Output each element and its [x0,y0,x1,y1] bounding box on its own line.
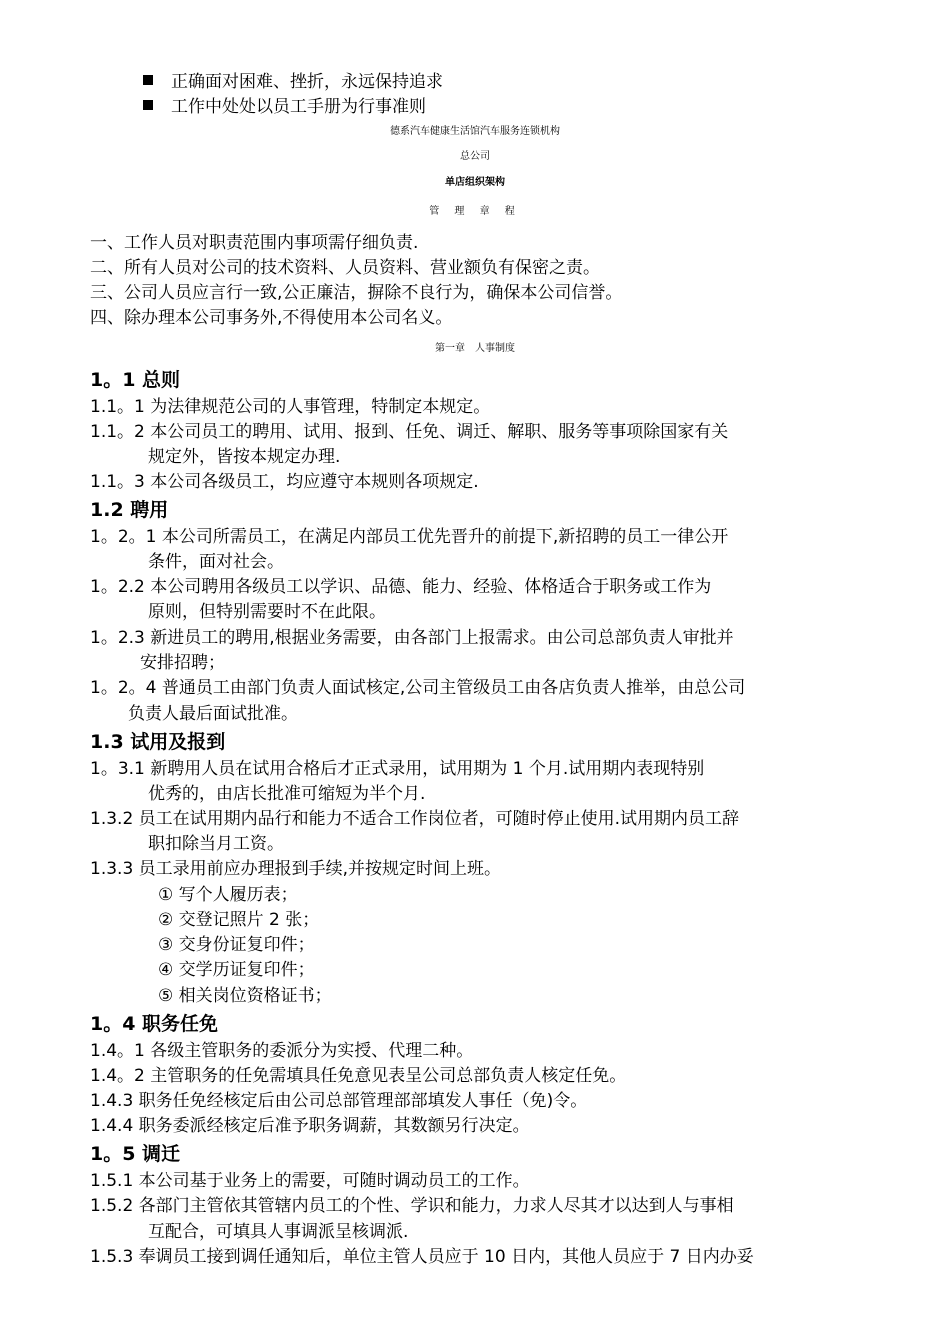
clause: 1.1。3 本公司各级员工，均应遵守本规则各项规定. [90,472,479,492]
bullet-item: 正确面对困难、挫折，永远保持追求 [143,70,443,94]
checklist-item: ④ 交学历证复印件； [158,960,315,980]
clause-continuation: 优秀的，由店长批准可缩短为半个月. [148,784,426,804]
clause-continuation: 规定外，皆按本规定办理. [148,447,341,467]
clause-continuation: 互配合，可填具人事调派呈核调派. [148,1222,409,1242]
org-sub: 总公司 [460,151,490,162]
section-heading: 1。1 总则 [90,369,181,391]
clause: 1.5.3 奉调员工接到调任通知后，单位主管人员应于 10 日内，其他人员应于 7 日内办妥 [90,1247,754,1267]
clause: 1.4。1 各级主管职务的委派分为实授、代理二种。 [90,1041,474,1061]
section-heading: 1.2 聘用 [90,499,169,521]
chapter-title: 第一章 人事制度 [435,343,515,354]
clause: 1。3.1 新聘用人员在试用合格后才正式录用，试用期为 1 个月.试用期内表现特别 [90,759,705,779]
clause: 1.4.3 职务任免经核定后由公司总部管理部部填发人事任（免)令。 [90,1091,588,1111]
clause-continuation: 条件，面对社会。 [148,552,284,572]
bullet-item: 工作中处处以员工手册为行事准则 [143,95,426,119]
org-chart-title: 单店组织架构 [445,177,505,188]
clause: 1.3.3 员工录用前应办理报到手续,并按规定时间上班。 [90,859,502,879]
rules-title: 管 理 章 程 [429,206,521,217]
clause: 1.4.4 职务委派经核定后准予职务调薪，其数额另行决定。 [90,1116,530,1136]
checklist-item: ① 写个人履历表； [158,885,298,905]
clause-continuation: 职扣除当月工资。 [148,834,284,854]
clause-continuation: 原则，但特别需要时不在此限。 [148,602,386,622]
rule-item: 二、所有人员对公司的技术资料、人员资料、营业额负有保密之责。 [90,258,600,278]
section-heading: 1.3 试用及报到 [90,731,226,753]
clause: 1。2.3 新进员工的聘用,根据业务需要，由各部门上报需求。由公司总部负责人审批并 [90,628,734,648]
clause: 1.3.2 员工在试用期内品行和能力不适合工作岗位者，可随时停止使用.试用期内员工辞 [90,809,740,829]
clause: 1.1。2 本公司员工的聘用、试用、报到、任免、调迁、解职、服务等事项除国家有关 [90,422,729,442]
clause: 1。2.2 本公司聘用各级员工以学识、品德、能力、经验、体格适合于职务或工作为 [90,577,712,597]
checklist-item: ③ 交身份证复印件； [158,935,315,955]
checklist-item: ⑤ 相关岗位资格证书； [158,986,332,1006]
rule-item: 四、除办理本公司事务外,不得使用本公司名义。 [90,308,453,328]
clause: 1。2。4 普通员工由部门负责人面试核定,公司主管级员工由各店负责人推举，由总公司 [90,678,746,698]
clause-continuation: 负责人最后面试批准。 [128,704,298,724]
clause-continuation: 安排招聘； [140,653,225,673]
section-heading: 1。4 职务任免 [90,1013,219,1035]
clause: 1.5.2 各部门主管依其管辖内员工的个性、学识和能力，力求人尽其才以达到人与事相 [90,1196,734,1216]
section-heading: 1。5 调迁 [90,1143,181,1165]
checklist-item: ② 交登记照片 2 张； [158,910,320,930]
clause: 1.4。2 主管职务的任免需填具任免意见表呈公司总部负责人核定任免。 [90,1066,627,1086]
square-bullet-icon [143,75,153,85]
org-name: 德系汽车健康生活馆汽车服务连锁机构 [390,126,560,137]
clause: 1.5.1 本公司基于业务上的需要，可随时调动员工的工作。 [90,1171,530,1191]
rule-item: 三、公司人员应言行一致,公正廉洁，摒除不良行为，确保本公司信誉。 [90,283,623,303]
clause: 1.1。1 为法律规范公司的人事管理，特制定本规定。 [90,397,491,417]
clause: 1。2。1 本公司所需员工，在满足内部员工优先晋升的前提下,新招聘的员工一律公开 [90,527,729,547]
square-bullet-icon [143,100,153,110]
rule-item: 一、工作人员对职责范围内事项需仔细负责. [90,233,419,253]
